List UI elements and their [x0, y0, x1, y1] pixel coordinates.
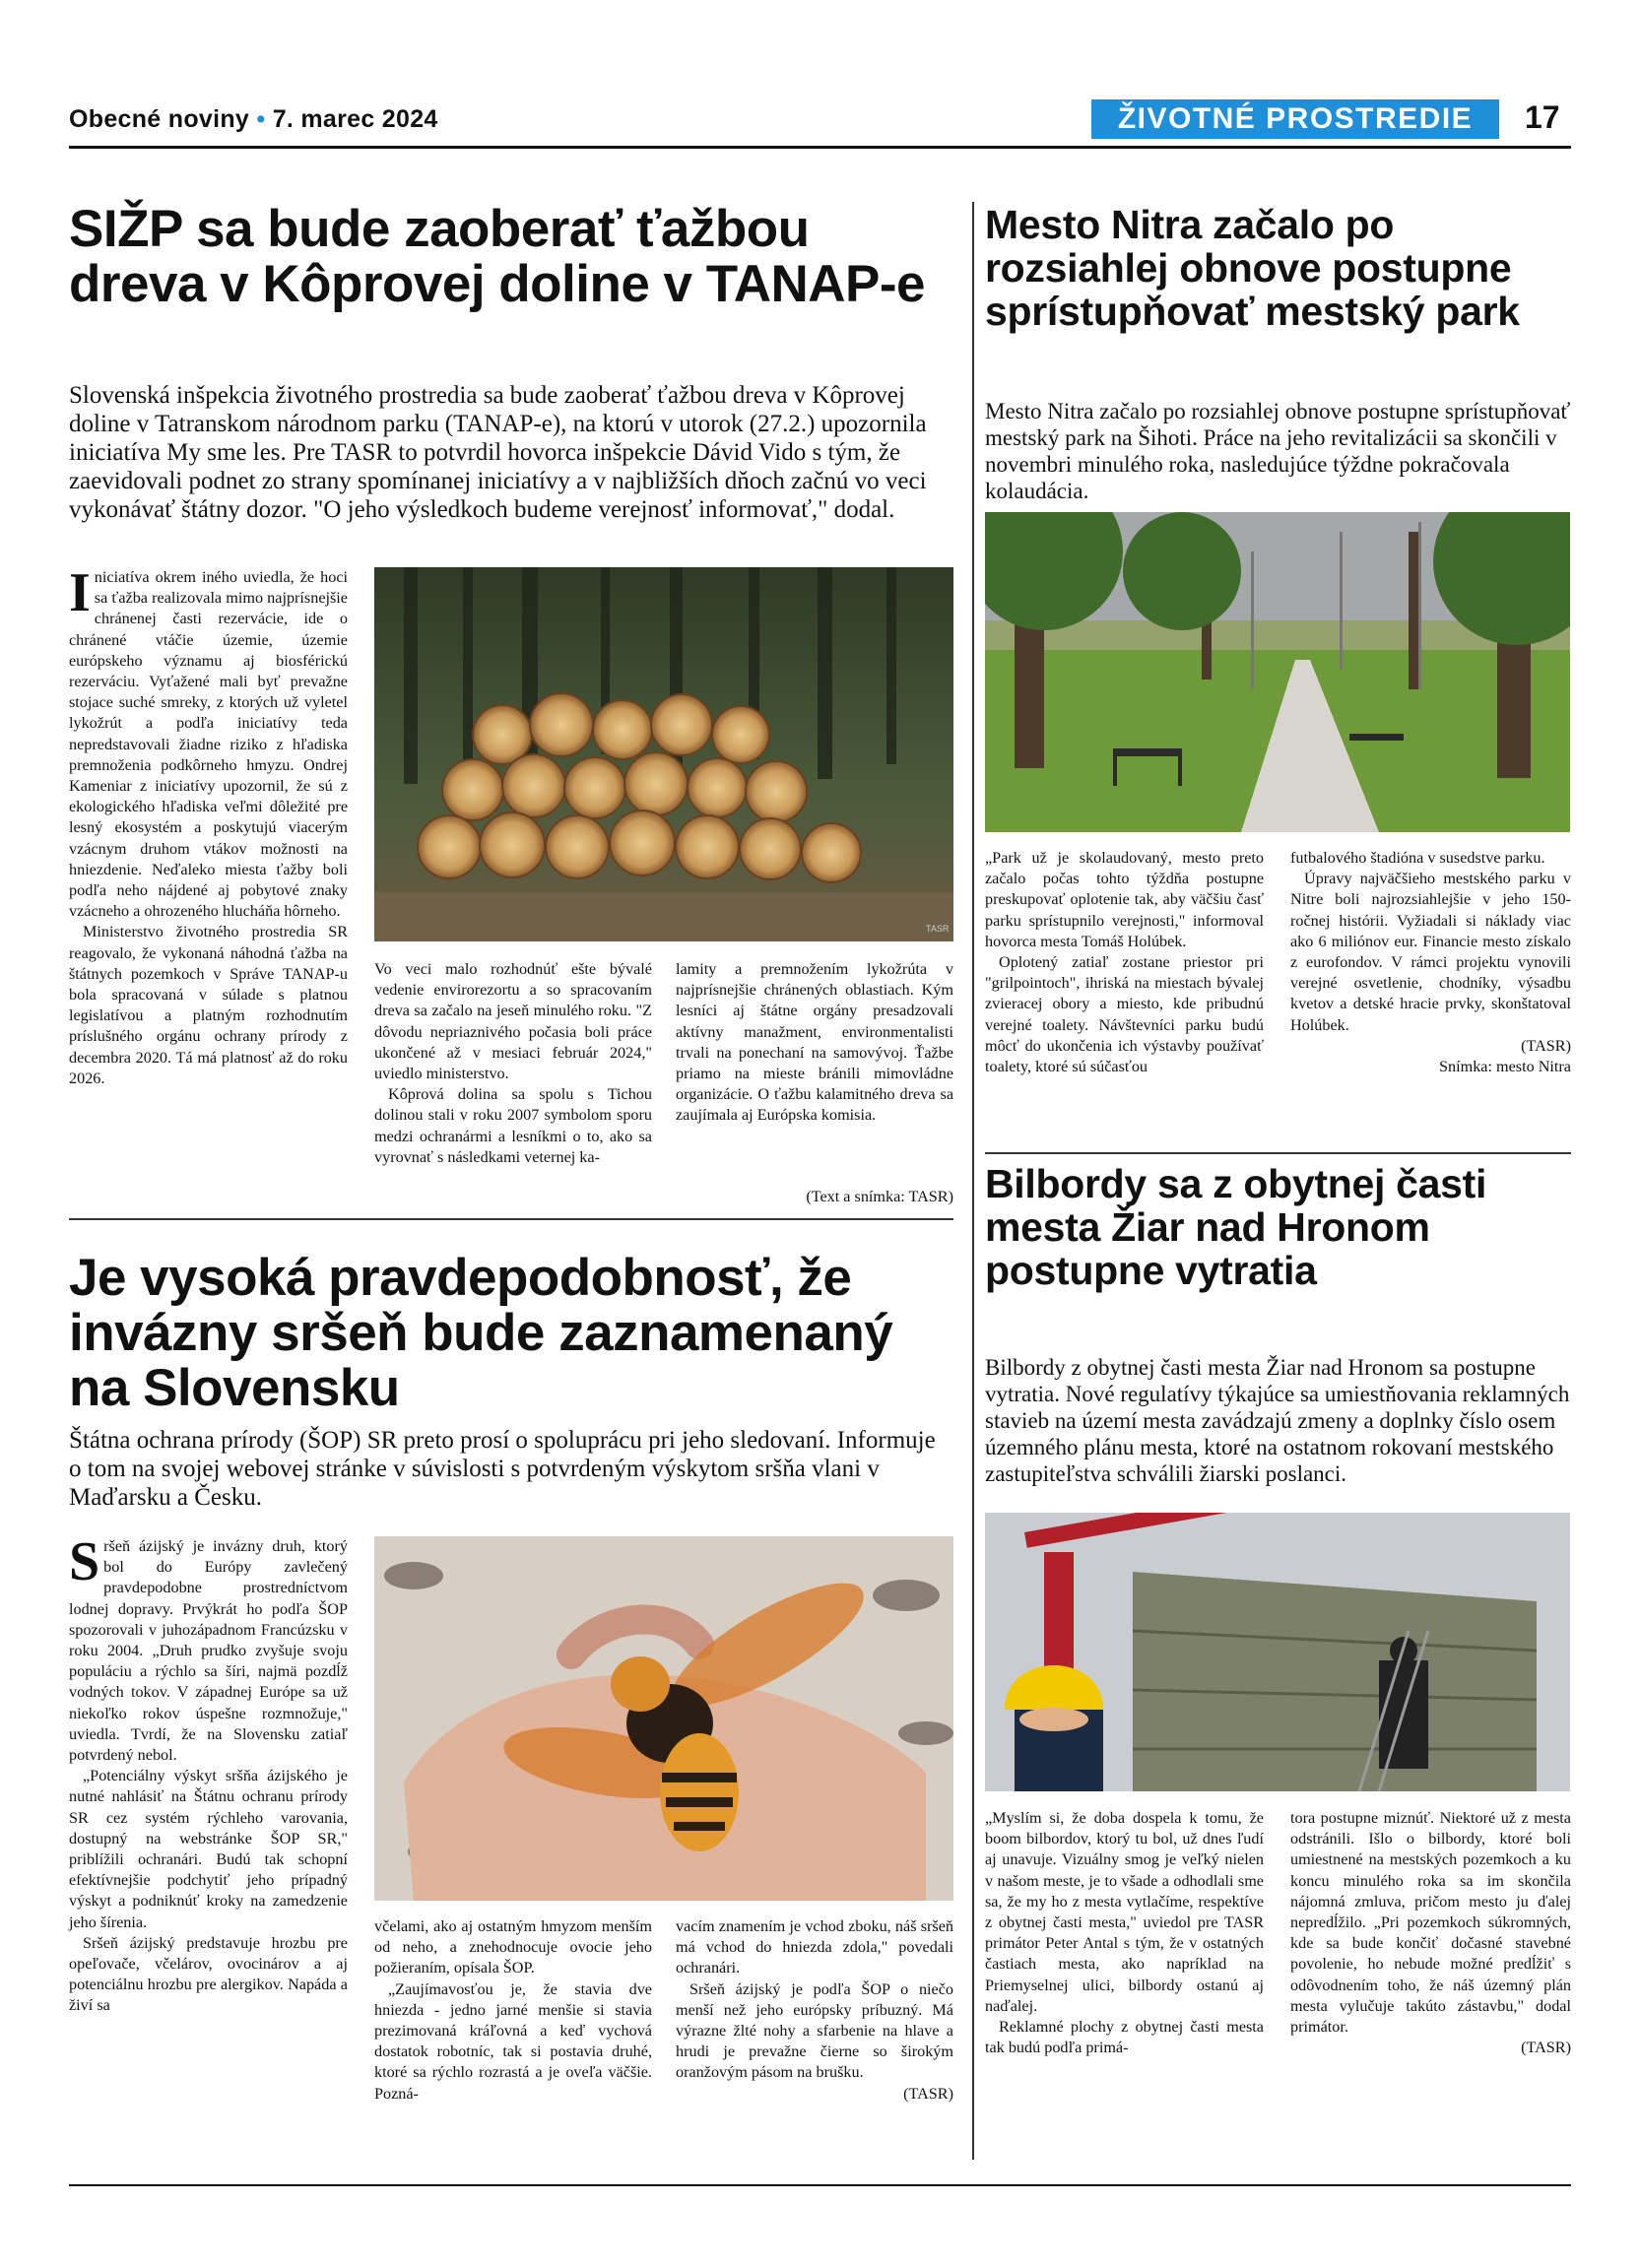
publication-line [69, 105, 438, 134]
article4-p2: Reklamné plochy z obytnej časti mesta tak budú podľa primá- [985, 2018, 1264, 2057]
article3-col1 [69, 1531, 348, 2017]
article3-p6: vacím znamením je vchod zboku, náš sršeň má vchod do hniezda zdola," povedali ochranári. [676, 1917, 953, 1977]
article2-col2 [1290, 848, 1571, 1077]
article4-col2 [1290, 1808, 1571, 2058]
article3-credit: (TASR) [903, 2084, 953, 2103]
article-separator [69, 1218, 953, 1220]
article1-lead: Slovenská inšpekcia životného prostredia sa bude zaoberať ťažbou dreva v Kôprovej doline v Tatranskom národnom parku (TANAP-e), na ktorú v utorok (27.2.) upozornila iniciatíva My sme les. Pre TASR to potvrdil hovorca inšpekcie Dávid Vido s tým, že zaevidovali podnet zo strany spomínanej iniciatívy a v najbližších dňoch začnú vo veci vykonávať štátny dozor. "O jeho výsledkoch budeme verejnosť informovať," dodal. [69, 382, 927, 523]
hornet-photo [374, 1536, 953, 1901]
billboard-photo [985, 1513, 1570, 1791]
article2-credit: (TASR) [1521, 1036, 1571, 1055]
article1-col1 [69, 562, 348, 1089]
article3-lead: Štátna ochrana prírody (ŠOP) SR preto prosí o spoluprácu pri jeho sledovaní. Informuje o tom na svojej webovej stránke v súvislosti s potvrdeným výskytom sršňa vlani v Maďarsku a Česku. [69, 1427, 936, 1511]
section-label: ŽIVOTNÉ PROSTREDIE [1091, 99, 1499, 139]
article4-lead: Bilbordy z obytnej časti mesta Žiar nad Hronom sa postupne vytratia. Nové regulatívy týkajúce sa umiestňovania reklamných stavieb na území mesta zavádzajú zmeny a doplnky číslo osem územného plánu mesta, ktoré na ostatnom rokovaní mestského zastupiteľstva schválili žiarski poslanci. [985, 1355, 1570, 1486]
article1-col2 [374, 959, 652, 1168]
article1-credit: (Text a snímka: TASR) [806, 1188, 953, 1205]
article3-p1: ršeň ázijský je invázny druh, ktorý bol do Európy zavlečený pravdepodobne prostredníctvom lodnej dopravy. Prvýkrát ho podľa ŠOP spozorovali v juhozápadnom Francúzsku v roku 2004. „Druh prudko zvyšuje svoju populáciu a rýchlo sa šíri, najmä pozdĺž vodných tokov. V západnej Európe sa už niekoľko rokov úspešne rozmnožuje," uviedla. Tvrdí, že na Slovensku zatiaľ potvrdený nebol. [69, 1537, 348, 1765]
article1-dropcap: I [69, 562, 91, 623]
article2-p1: „Park už je skolaudovaný, mesto preto začalo počas tohto týždňa postupne preskupovať oplotenie tak, aby väčšiu časť parku sprístupnilo verejnosti," informoval hovorca mesta Tomáš Holúbek. [985, 849, 1264, 950]
article2-col1 [985, 848, 1264, 1077]
column-divider [972, 202, 974, 2160]
article3-title: Je vysoká pravdepodobnosť, že invázny sršeň bude zaznamenaný na Slovensku [69, 1249, 893, 1417]
article2-p2: Oplotený zatiaľ zostane priestor pri "grilpointoch", ihriská na miestach bývalej zvieracej obory a miesto, kde pribudnú verejné toalety. Návštevníci parku budú môcť do ukončenia ich výstavby používať toalety, ktoré sú súčasťou [985, 953, 1264, 1076]
separator-dot: • [256, 105, 266, 133]
footer-rule [69, 2184, 1571, 2186]
article4-p3: tora postupne miznúť. Niektoré už z mesta odstránili. Išlo o bilbordy, ktoré boli umiestnené na mestských pozemkoch a ku koncu minulého roka sa im skončila nájomná zmluva, pričom mesto ju ďalej nepredĺžilo. „Pri pozemkoch súkromných, kde sa bude končiť dočasné stavebné povolenie, ho nebude možné predĺžiť s odôvodnením toho, že náš územný plán mesta vylučuje takúto zástavbu," dodal primátor. [1290, 1809, 1571, 2037]
photo-watermark: TASR [926, 924, 950, 934]
article2-lead: Mesto Nitra začalo po rozsiahlej obnove postupne sprístupňovať mestský park na Šihoti. Práce na jeho revitalizácii sa skončili v novembri minulého roka, nasledujúce týždne pokračovala kolaudácia. [985, 399, 1571, 503]
article1-p5: lamity a premnožením lykožrúta v najprísnejšie chránených oblastiach. Kým lesníci aj štátne orgány presadzovali aktívny manažment, environmentalisti trvali na ponechaní na samovývoj. Ťažbe priamo na mieste bránili mimovládne organizácie. O ťažbu kalamitného dreva sa zaujímala aj Európska komisia. [676, 960, 953, 1125]
article2-photo-credit: Snímka: mesto Nitra [1439, 1058, 1571, 1076]
article4-p1: „Myslím si, že doba dospela k tomu, že boom bilbordov, ktorý tu bol, už dnes ľudí aj unavuje. Vizuálny smog je veľký nielen v našom meste, je to všade a odhodlali sme sa, že my ho z mesta vytlačíme, respektíve z obytnej časti mesta," uviedol pre TASR primátor Peter Antal s tým, že v ostatných častiach mesta, ako napríklad na Priemyselnej ulici, bilbordy ostanú aj naďalej. [985, 1809, 1264, 2015]
article4-credit: (TASR) [1521, 2039, 1571, 2057]
article3-p5: „Zaujímavosťou je, že stavia dve hniezda - jedno jarné menšie si stavia prezimovaná kráľovná a keď vychová dostatok robotníc, tak si postavia druhé, ktoré sa rýchlo rozrastá a je oveľa väčšie. Pozná- [374, 1979, 652, 2103]
article1-p1: niciatíva okrem iného uviedla, že hoci sa ťažba realizovala mimo najprísnejšie chránenej časti rezervácie, ide o chránené vtáčie územie, územie európskeho významu aj biosférickú rezerváciu. Vyťažené mali byť prevažne stojace suché smreky, z ktorých už vyletel lykožrút a podľa iniciatívy teda nepredstavovali žiadne riziko z hľadiska premnoženia podkôrneho hmyzu. Ondrej Kameniar z iniciatívy upozornil, že sú z ekologického hľadiska veľmi dôležité pre lesný ekosystém a poskytujú viacerým vzácnym druhom vtákov možnosti na hniezdenie. Neďaleko miesta ťažby boli podľa neho nájdené aj pobytové znaky vzácneho a ohrozeného hlucháňa hôrneho. [69, 568, 348, 921]
article4-title: Bilbordy sa z obytnej časti mesta Žiar nad Hronom postupne vytratia [985, 1161, 1487, 1293]
article3-p7: Sršeň ázijský je podľa ŠOP o niečo menší než jeho európsky príbuzný. Má výrazne žlté nohy a sfarbenie na hlave a hrudi je prevažne čierne so širokým oranžovým pásom na brušku. [676, 1979, 953, 2082]
page-number: 17 [1525, 99, 1560, 135]
article2-p3: futbalového štadióna v susedstve parku. [1290, 849, 1545, 867]
header-rule [69, 146, 1571, 149]
publication-name: Obecné noviny [69, 105, 250, 133]
article2-title: Mesto Nitra začalo po rozsiahlej obnove postupne sprístupňovať mestský park [985, 202, 1520, 334]
article3-p4: včelami, ako aj ostatným hmyzom menším od neho, a znehodnocuje ovocie jeho požieraním, opísala ŠOP. [374, 1917, 652, 1977]
article1-p3: Vo veci malo rozhodnúť ešte bývalé vedenie envirorezortu a so spracovaním dreva sa začalo na jeseň minulého roku. "Z dôvodu nepriaznivého počasia boli práce ukončené až v mesiaci február 2024," uviedlo ministerstvo. [374, 960, 652, 1083]
article1-p4: Kôprová dolina sa spolu s Tichou dolinou stali v roku 2007 symbolom sporu medzi ochranármi a lesníkmi o to, ako sa vyrovnať s následkami veternej ka- [374, 1085, 652, 1166]
article3-col2 [374, 1916, 652, 2105]
article3-p3: Sršeň ázijský predstavuje hrozbu pre opeľovače, včelárov, ovocinárov a aj potenciálnu hrozbu pre alergikov. Napáda a živí sa [69, 1933, 348, 2015]
article1-p2: Ministerstvo životného prostredia SR reagovalo, že vykonaná náhodná ťažba na štátnych pozemkoch v Správe TANAP-u bola spracovaná v súlade s platnou legislatívou a platným rozhodnutím príslušného orgánu ochrany prírody z decembra 2020. Tá má platnosť až do roku 2026. [69, 923, 348, 1087]
article-separator-right [985, 1152, 1571, 1154]
article4-col1 [985, 1808, 1264, 2058]
timber-photo [374, 567, 953, 941]
article1-col3 [676, 959, 953, 1127]
article3-col3 [676, 1916, 953, 2105]
article1-title: SIŽP sa bude zaoberať ťažbou dreva v Kôprovej doline v TANAP-e [69, 200, 925, 313]
park-photo [985, 512, 1570, 832]
issue-date: 7. marec 2024 [272, 105, 438, 133]
article2-p4: Úpravy najväčšieho mestského parku v Nitre boli najrozsiahlejšie v jeho 150-ročnej histórii. Vyžiadali si náklady viac ako 6 miliónov eur. Financie mesto získalo z eurofondov. V rámci projektu vynovili verejné osvetlenie, chodníky, výsadbu kvetov a detské hracie prvky, skonštatoval Holúbek. [1290, 870, 1571, 1034]
article3-dropcap: S [69, 1531, 100, 1592]
article3-p2: „Potenciálny výskyt sršňa ázijského je nutné nahlásiť na Štátnu ochranu prírody SR cez systém rýchleho varovania, dostupný na webstránke ŠOP SR," priblížili ochranári. Budú tak schopní efektívnejšie podchytiť jeho prípadný výskyt a podniknúť kroky na zamedzenie jeho šírenia. [69, 1767, 348, 1931]
